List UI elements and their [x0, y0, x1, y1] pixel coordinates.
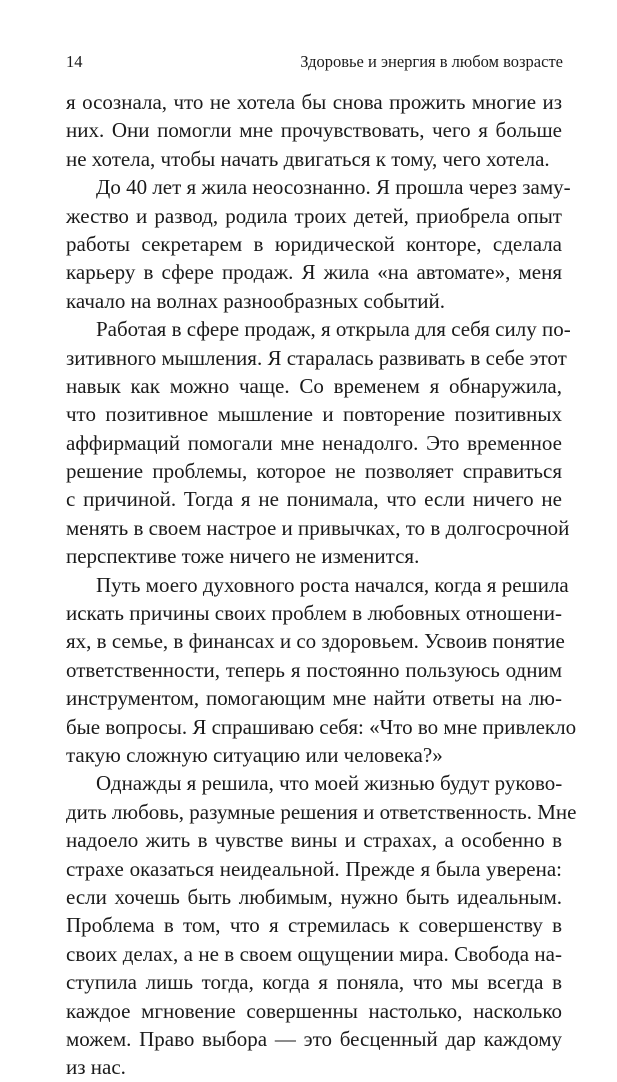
text-line: такую сложную ситуацию или человека?» — [66, 742, 443, 767]
text-line: надоело жить в чувстве вины и страхах, а особенно в — [66, 828, 562, 853]
paragraph — [66, 315, 571, 571]
text-line: с причиной. Тогда я не понимала, что если ничего не — [66, 487, 562, 512]
text-line: работы секретарем в юридической конторе, сделала — [66, 231, 562, 256]
paragraph — [66, 173, 571, 315]
text-line: каждое мгновение совершенны настолько, насколько — [66, 998, 562, 1023]
text-line: дить любовь, разумные решения и ответственность. Мне — [66, 799, 577, 824]
text-line: Однажды я решила, что моей жизнью будут руково- — [96, 771, 563, 796]
text-line: не хотела, чтобы начать двигаться к тому, чего хотела. — [66, 146, 550, 171]
text-line: бые вопросы. Я спрашиваю себя: «Что во мне привлекло — [66, 714, 577, 739]
text-line: качало на волнах разнообразных событий. — [66, 288, 446, 313]
text-line: аффирмаций помогали мне ненадолго. Это временное — [66, 430, 562, 455]
text-line: навык как можно чаще. Со временем я обнаружила, — [66, 373, 562, 398]
text-line: инструментом, помогающим мне найти ответы на лю- — [66, 686, 562, 711]
paragraph — [66, 769, 577, 1081]
text-line: ях, в семье, в финансах и со здоровьем. Усвоив понятие — [66, 629, 565, 654]
running-title: Здоровье и энергия в любом возрасте — [300, 52, 563, 71]
paragraph — [66, 88, 562, 173]
text-line: своих делах, а не в своем ощущении мира. Свобода на- — [66, 941, 562, 966]
text-line: Путь моего духовного роста начался, когда я решила — [96, 572, 569, 597]
text-line: До 40 лет я жила неосознанно. Я прошла через заму- — [96, 175, 571, 200]
text-line: что позитивное мышление и повторение позитивных — [66, 402, 562, 427]
text-line: искать причины своих проблем в любовных отношени- — [66, 601, 562, 626]
page-number: 14 — [66, 52, 83, 71]
text-line: карьеру в сфере продаж. Я жила «на автомате», меня — [66, 260, 562, 285]
text-line: ответственности, теперь я постоянно пользуюсь одним — [66, 657, 562, 682]
paragraph — [66, 571, 577, 770]
text-line: решение проблемы, которое не позволяет справиться — [66, 459, 562, 484]
text-line: жество и развод, родила троих детей, приобрела опыт — [66, 203, 562, 228]
text-line: я осознала, что не хотела бы снова прожить многие из — [66, 90, 562, 114]
text-line: из нас. — [66, 1055, 126, 1080]
body-text — [66, 88, 577, 1082]
text-line: если хочешь быть любимым, нужно быть идеальным. — [66, 884, 562, 909]
text-line: страхе оказаться неидеальной. Прежде я была уверена: — [66, 856, 562, 881]
text-line: Работая в сфере продаж, я открыла для себя силу по- — [96, 317, 571, 342]
text-line: зитивного мышления. Я старалась развивать в себе этот — [66, 345, 567, 370]
text-line: ступила лишь тогда, когда я поняла, что мы всегда в — [66, 970, 562, 995]
text-line: них. Они помогли мне прочувствовать, чего я больше — [66, 118, 562, 143]
text-line: менять в своем настрое и привычках, то в долгосрочной — [66, 515, 570, 540]
text-line: можем. Право выбора — это бесценный дар каждому — [66, 1026, 562, 1051]
text-line: Проблема в том, что я стремилась к совершенству в — [66, 913, 562, 938]
running-header — [66, 50, 563, 74]
text-line: перспективе тоже ничего не изменится. — [66, 544, 420, 569]
